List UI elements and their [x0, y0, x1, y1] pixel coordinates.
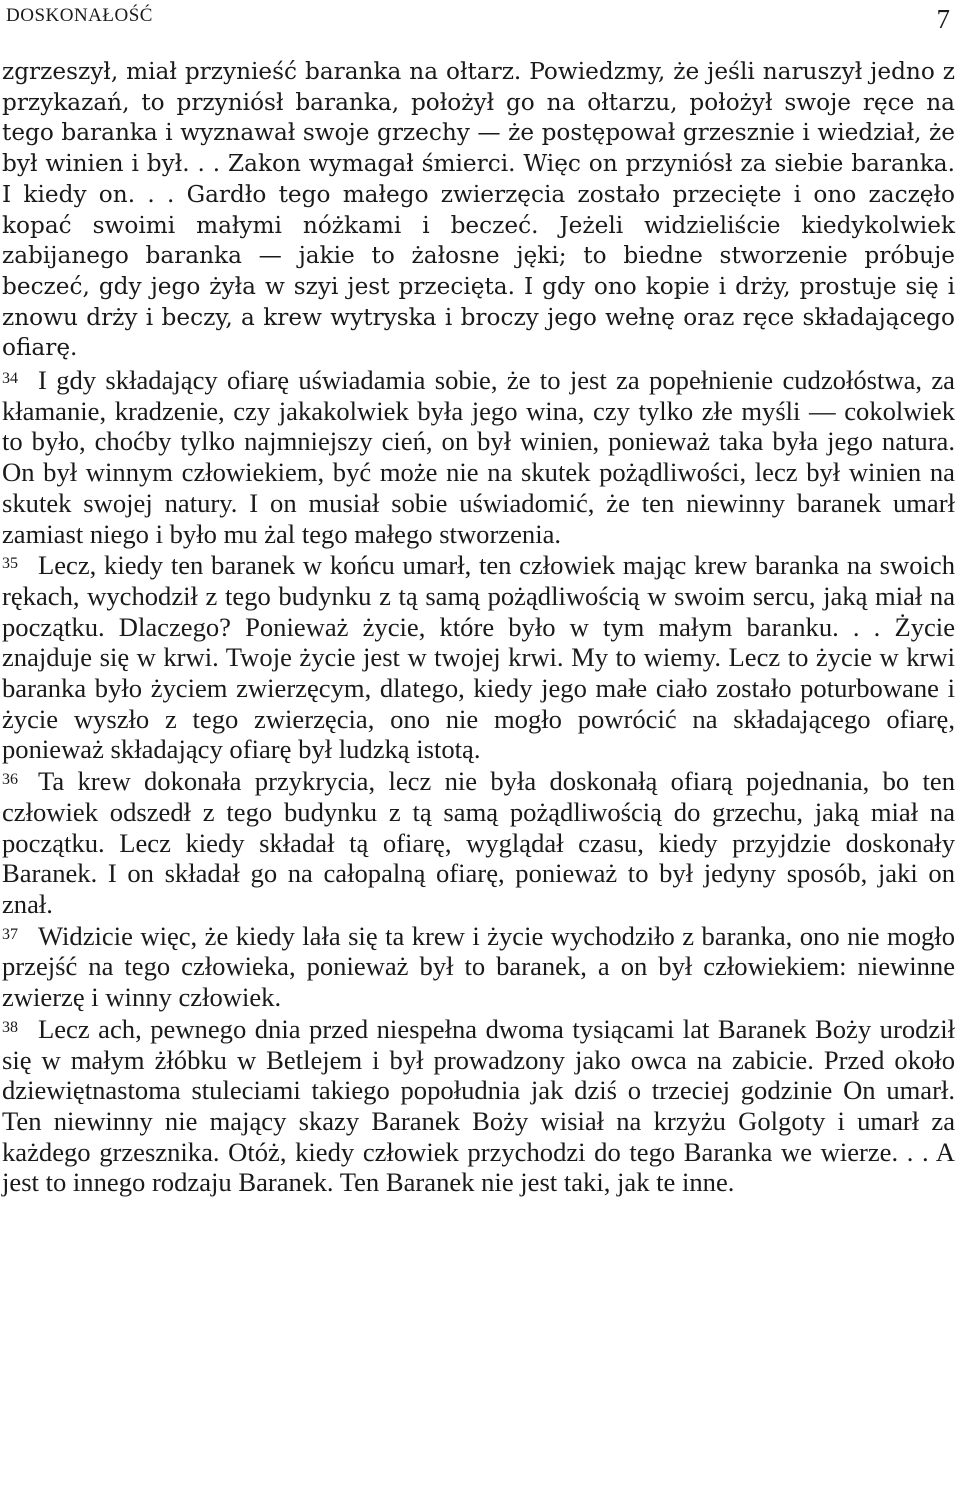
paragraph-text: Widzicie więc, że kiedy lała się ta krew i życie wychodziło z baranka, ono nie mogło przejść na tego człowieka, ponieważ był to baranek, a on był człowiekiem: niewinne zwierzę i winny człowiek.	[2, 920, 955, 1013]
paragraph-34	[2, 364, 955, 549]
paragraph-38	[2, 1013, 955, 1198]
paragraph-37	[2, 920, 955, 1013]
paragraph-text: Lecz, kiedy ten baranek w końcu umarł, ten człowiek mając krew baranka na swoich rękach, wychodził z tego budynku z tą samą pożądliwością w swoim sercu, jaką miał na początku. Dlaczego? Ponieważ życie, które było w tym małym baranku. . . Życie znajduje się w krwi. Twoje życie jest w twojej krwi. My to wiemy. Lecz to życie w krwi baranka było życiem zwierzęcym, dlatego, kiedy jego małe ciało zostało poturbowane i życie wyszło z tego zwierzęcia, ono nie mogło powrócić na składającego ofiarę, ponieważ składający ofiarę był ludzką istotą.	[2, 550, 955, 765]
paragraph-text: zgrzeszył, miał przynieść baranka na ołtarz. Powiedzmy, że jeśli naruszył jedno z przykazań, to przyniósł baranka, położył go na ołtarzu, położył swoje ręce na tego baranka i wyznawał swoje grzechy — że postępował grzesznie i wiedział, że był winien i był. . . Zakon wymagał śmierci. Więc on przyniósł za siebie baranka. I kiedy on. . . Gardło tego małego zwierzęcia zostało przecięte i ono zaczęło kopać swoimi małymi nóżkami i beczeć. Jeżeli widzieliście kiedykolwiek zabijanego baranka — jakie to żałosne jęki; to biedne stworzenie próbuje beczeć, gdy jego żyła w szyi jest przecięta. I gdy ono kopie i drży, prostuje się i znowu drży i beczy, a krew wytryska i broczy jego wełnę oraz ręce składającego ofiarę.	[2, 58, 955, 362]
paragraph-text: Ta krew dokonała przykrycia, lecz nie była doskonałą ofiarą pojednania, bo ten człowiek odszedł z tego budynku z tą samą pożądliwością do grzechu, jaką miał na początku. Lecz kiedy składał tą ofiarę, wyglądał czasu, kiedy przyjdzie doskonały Baranek. I on składał go na całopalną ofiarę, ponieważ to był jedyny sposób, jaki on znał.	[2, 766, 955, 919]
verse-number: 37	[2, 925, 18, 943]
running-header-title: DOSKONAŁOŚĆ	[6, 5, 153, 26]
verse-number: 34	[2, 370, 18, 388]
page-number: 7	[936, 4, 950, 34]
verse-number: 38	[2, 1018, 18, 1036]
paragraph-35	[2, 549, 955, 765]
verse-number: 36	[2, 771, 18, 789]
paragraph-text: I gdy składający ofiarę uświadamia sobie, że to jest za popełnienie cudzołóstwa, za kłamanie, kradzenie, czy jakakolwiek była jego wina, czy tylko złe myśli — cokolwiek to było, choćby tylko najmniejszy cień, on był winien, ponieważ taka była jego natura. On był winnym człowiekiem, być może nie na skutek pożądliwości, lecz był winien na skutek swojej natury. I on musiał sobie uświadomić, że ten niewinny baranek umarł zamiast niego i było mu żal tego małego stworzenia.	[2, 365, 955, 549]
verse-number: 35	[2, 555, 18, 573]
paragraph-36	[2, 765, 955, 920]
paragraph-continuation	[2, 57, 955, 364]
paragraph-text: Lecz ach, pewnego dnia przed niespełna dwoma tysiącami lat Baranek Boży urodził się w małym żłóbku w Betlejem i był prowadzony jako owca na zabicie. Przed około dziewiętnastoma stuleciami takiego popołudnia jak dziś o trzeciej godzinie On umarł. Ten niewinny nie mający skazy Baranek Boży wisiał na krzyżu Golgoty i umarł za każdego grzesznika. Otóż, kiedy człowiek przychodzi do tego Baranka we wierze. . . A jest to innego rodzaju Baranek. Ten Baranek nie jest taki, jak te inne.	[2, 1013, 955, 1198]
body-text	[2, 57, 955, 1198]
